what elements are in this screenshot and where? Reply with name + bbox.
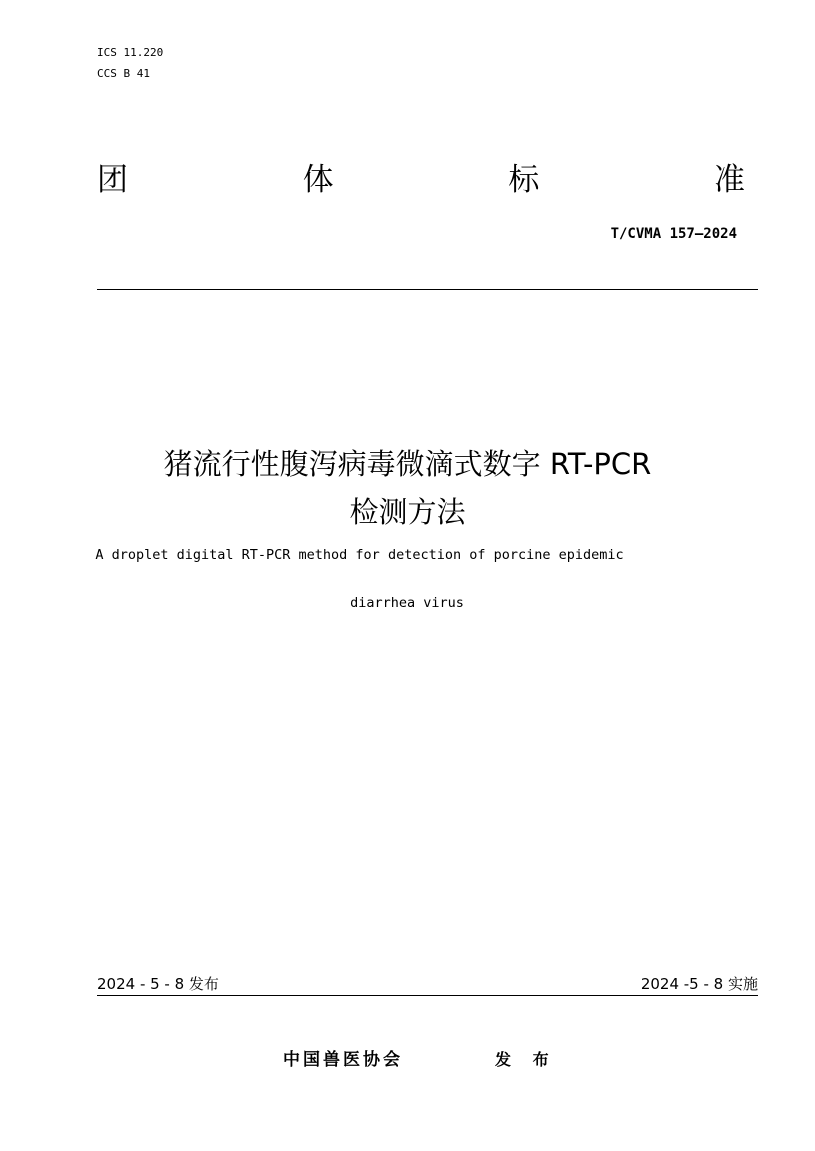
standard-type-char: 标 — [508, 162, 540, 198]
title-english-line-2: diarrhea virus — [350, 595, 464, 611]
standard-type-char: 体 — [302, 162, 334, 198]
standard-number: T/CVMA 157—2024 — [610, 226, 737, 242]
top-divider — [97, 289, 758, 290]
issue-date: 2024 - 5 - 8 发布 — [97, 975, 219, 993]
ics-code: ICS 11.220 — [97, 46, 164, 59]
title-english-line-1: A droplet digital RT-PCR method for detection of porcine epidemic — [95, 547, 624, 563]
bottom-divider — [97, 995, 758, 996]
publisher-name: 中国兽医协会 — [283, 1050, 403, 1070]
title-chinese-line-2: 检测方法 — [349, 495, 466, 529]
implementation-date: 2024 -5 - 8 实施 — [640, 975, 758, 993]
standard-type-char: 团 — [97, 162, 128, 198]
publish-label: 发 布 — [495, 1050, 557, 1069]
standard-type-heading — [97, 160, 745, 200]
classification-codes — [97, 42, 163, 84]
standard-type-char: 准 — [713, 162, 745, 198]
ccs-code: CCS B 41 — [97, 67, 150, 80]
title-chinese-line-1: 猪流行性腹泻病毒微滴式数字 RT-PCR — [163, 447, 652, 481]
